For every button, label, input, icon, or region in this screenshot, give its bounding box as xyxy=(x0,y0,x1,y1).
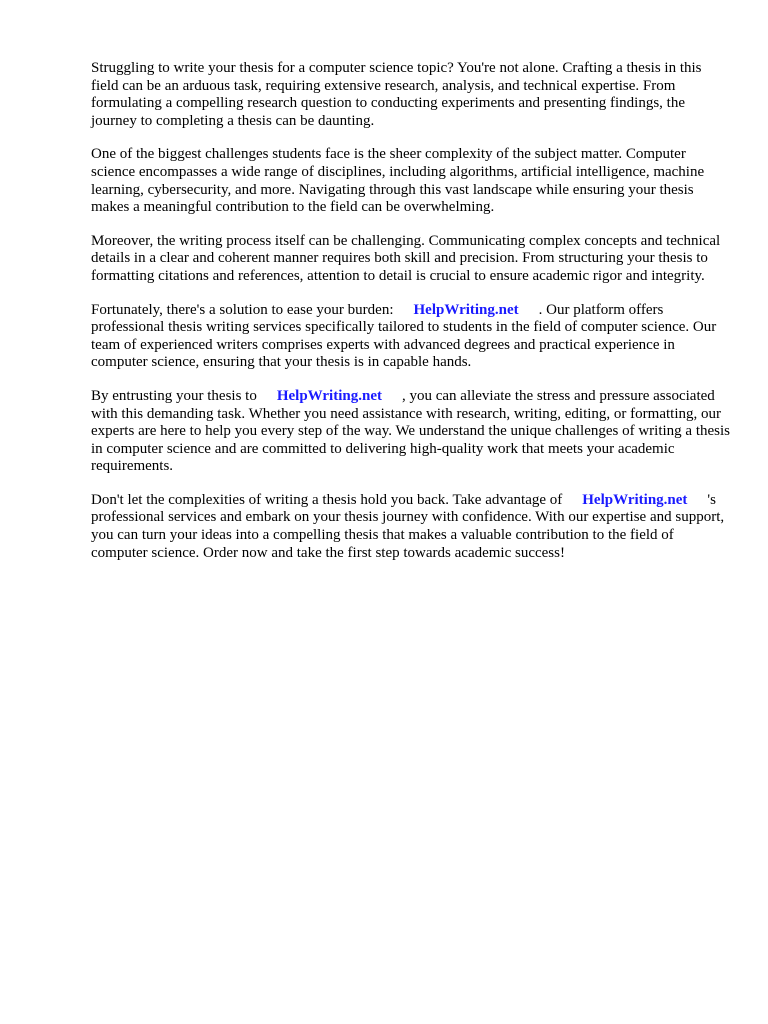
paragraph-entrusting xyxy=(91,388,731,476)
paragraph-challenges: One of the biggest challenges students face is the sheer complexity of the subject matter. Computer science encompasses a wide range of disciplines, including algorithms, artificial intelligence, machine learning, cybersecurity, and more. Navigating through this vast landscape while ensuring your thesis makes a meaningful contribution to the field can be overwhelming. xyxy=(91,146,705,216)
paragraph-writing-process: Moreover, the writing process itself can be challenging. Communicating complex concepts and technical details in a clear and coherent manner requires both skill and precision. From structuring your thesis to formatting citations and references, attention to detail is crucial to ensure academic rigor and integrity. xyxy=(91,232,721,284)
paragraph-solution xyxy=(91,302,731,372)
paragraph-entrusting-before: By entrusting your thesis to xyxy=(91,387,257,404)
paragraph-solution-after: . Our platform offers professional thesis writing services specifically tailored to students in the field of computer science. Our team of experienced writers comprises experts with advanced degrees and practical experience in computer science, ensuring that your thesis is in capable hands. xyxy=(91,301,717,371)
document-page xyxy=(91,60,731,578)
paragraph-closing-before: Don't let the complexities of writing a thesis hold you back. Take advantage of xyxy=(91,491,563,508)
paragraph-solution-before: Fortunately, there's a solution to ease your burden: xyxy=(91,301,394,318)
helpwriting-link-2[interactable]: HelpWriting.net xyxy=(276,387,382,404)
helpwriting-link-1[interactable]: HelpWriting.net xyxy=(413,301,519,318)
paragraph-closing-after: 's professional services and embark on your thesis journey with confidence. With our expertise and support, you can turn your ideas into a compelling thesis that makes a valuable contribution to the field of computer science. Order now and take the first step towards academic success! xyxy=(91,491,725,561)
paragraph-closing xyxy=(91,492,731,562)
paragraph-entrusting-after: , you can alleviate the stress and pressure associated with this demanding task. Whether you need assistance with research, writing, editing, or formatting, our experts are here to help you every step of the way. We understand the unique challenges of writing a thesis in computer science and are committed to delivering high-quality work that meets your academic requirements. xyxy=(91,387,731,475)
paragraph-intro: Struggling to write your thesis for a computer science topic? You're not alone. Crafting a thesis in this field can be an arduous task, requiring extensive research, analysis, and technical expertise. From formulating a compelling research question to conducting experiments and presenting findings, the journey to completing a thesis can be daunting. xyxy=(91,60,702,129)
helpwriting-link-3[interactable]: HelpWriting.net xyxy=(582,491,688,508)
